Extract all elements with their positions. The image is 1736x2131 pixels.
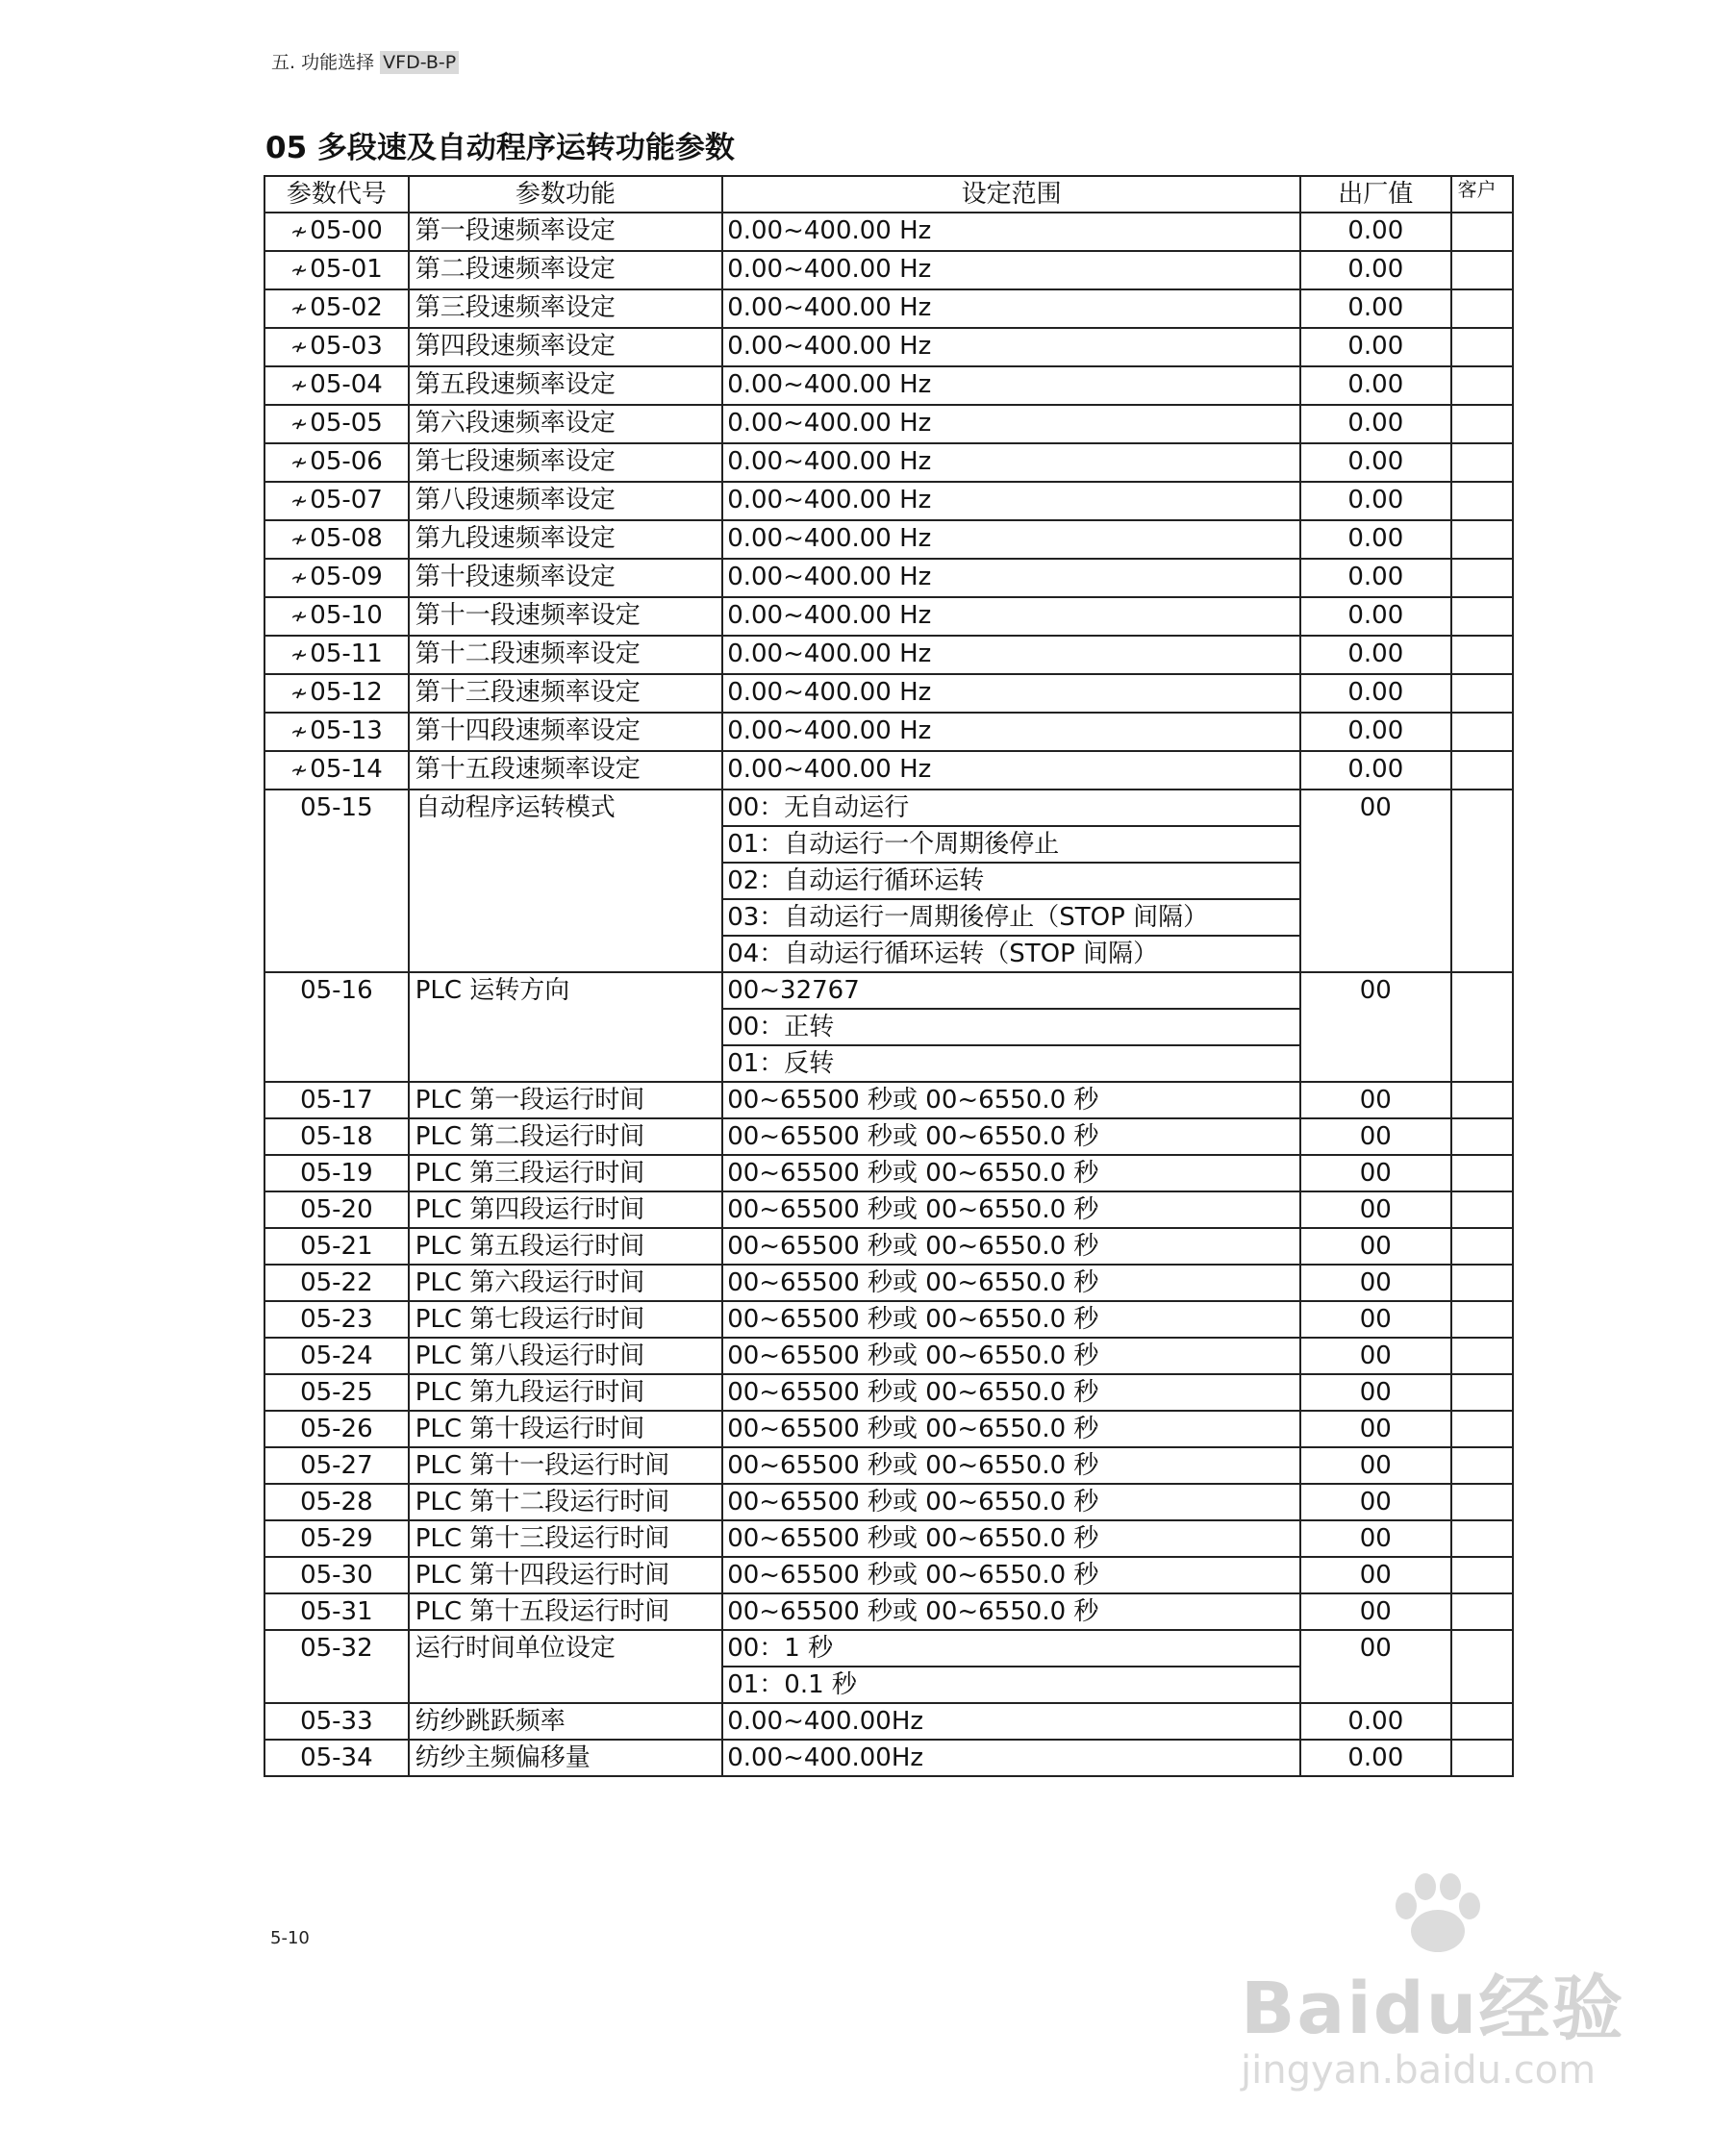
param-customer[interactable] (1451, 751, 1513, 790)
param-default: 0.00 (1300, 289, 1451, 328)
editable-while-running-icon: ≁ (289, 374, 309, 398)
param-customer[interactable] (1451, 559, 1513, 597)
param-default: 0.00 (1300, 251, 1451, 289)
param-range: 00~65500 秒或 00~6550.0 秒 (722, 1374, 1300, 1411)
editable-while-running-icon: ≁ (289, 566, 309, 590)
param-function: PLC 第十三段运行时间 (409, 1520, 723, 1557)
param-range: 00~65500 秒或 00~6550.0 秒 (722, 1301, 1300, 1338)
param-default: 00 (1300, 1630, 1451, 1703)
param-function: 第一段速频率设定 (409, 213, 723, 251)
param-default: 0.00 (1300, 405, 1451, 443)
param-customer[interactable] (1451, 972, 1513, 1082)
table-row (264, 1411, 1513, 1447)
param-code: 05-28 (300, 1488, 373, 1517)
param-code: 05-11 (310, 639, 383, 668)
param-default: 00 (1300, 1155, 1451, 1191)
param-code: 05-12 (310, 678, 383, 707)
param-code: 05-31 (300, 1597, 373, 1626)
table-row (264, 1155, 1513, 1191)
param-code: 05-07 (310, 486, 383, 514)
param-code-cell (264, 251, 409, 289)
param-code-cell (264, 405, 409, 443)
param-range-options (722, 1630, 1300, 1703)
param-code-cell (264, 520, 409, 559)
table-row (264, 1082, 1513, 1118)
param-function: PLC 第四段运行时间 (409, 1191, 723, 1228)
table-row (264, 213, 1513, 251)
param-customer[interactable] (1451, 443, 1513, 482)
param-default: 00 (1300, 1338, 1451, 1374)
param-code: 05-26 (300, 1415, 373, 1443)
param-function: 第二段速频率设定 (409, 251, 723, 289)
param-default: 0.00 (1300, 597, 1451, 636)
param-function: 自动程序运转模式 (409, 790, 723, 972)
param-customer[interactable] (1451, 213, 1513, 251)
param-code: 05-23 (300, 1305, 373, 1334)
editable-while-running-icon: ≁ (289, 220, 309, 244)
table-row (264, 251, 1513, 289)
param-function: PLC 第二段运行时间 (409, 1118, 723, 1155)
param-function: 第十段速频率设定 (409, 559, 723, 597)
param-code-cell (264, 1301, 409, 1338)
param-default: 00 (1300, 1265, 1451, 1301)
page-title: 05 多段速及自动程序运转功能参数 (265, 131, 735, 165)
param-range: 00~65500 秒或 00~6550.0 秒 (722, 1228, 1300, 1265)
range-option: 01：0.1 秒 (727, 1670, 857, 1699)
param-code-cell (264, 713, 409, 751)
param-code-cell (264, 213, 409, 251)
range-option: 02：自动运行循环运转 (723, 864, 1299, 900)
param-default: 00 (1300, 1520, 1451, 1557)
param-function: 第八段速频率设定 (409, 482, 723, 520)
param-range: 0.00~400.00 Hz (722, 597, 1300, 636)
param-code-cell (264, 674, 409, 713)
header-range: 设定范围 (722, 176, 1300, 213)
param-code-cell (264, 1740, 409, 1776)
param-code-cell (264, 1338, 409, 1374)
param-customer[interactable] (1451, 1740, 1513, 1776)
param-code-cell (264, 559, 409, 597)
param-default: 0.00 (1300, 520, 1451, 559)
table-row (264, 1484, 1513, 1520)
watermark (1241, 1904, 1664, 2096)
table-row (264, 972, 1513, 1082)
header-section: 五. 功能选择 (271, 52, 375, 73)
param-default: 00 (1300, 1191, 1451, 1228)
range-option: 01：自动运行一个周期後停止 (723, 827, 1299, 864)
param-customer[interactable] (1451, 1484, 1513, 1520)
param-default: 00 (1300, 1447, 1451, 1484)
param-range: 00~65500 秒或 00~6550.0 秒 (722, 1338, 1300, 1374)
param-default: 0.00 (1300, 443, 1451, 482)
table-row (264, 1301, 1513, 1338)
editable-while-running-icon: ≁ (289, 451, 309, 475)
param-code: 05-10 (310, 601, 383, 630)
param-function: 第十一段速频率设定 (409, 597, 723, 636)
page-header (271, 48, 459, 74)
param-function: PLC 第一段运行时间 (409, 1082, 723, 1118)
param-code: 05-06 (310, 447, 383, 476)
param-default: 00 (1300, 1593, 1451, 1630)
range-option: 00：1 秒 (723, 1631, 1299, 1667)
param-customer[interactable] (1451, 251, 1513, 289)
table-row (264, 713, 1513, 751)
param-range: 0.00~400.00 Hz (722, 443, 1300, 482)
param-code: 05-01 (310, 255, 383, 284)
editable-while-running-icon: ≁ (289, 528, 309, 552)
param-default: 00 (1300, 1484, 1451, 1520)
param-range-options (722, 972, 1300, 1082)
paw-logo-icon (1385, 1866, 1491, 1962)
table-row (264, 1228, 1513, 1265)
param-customer[interactable] (1451, 1118, 1513, 1155)
param-code-cell (264, 751, 409, 790)
param-customer[interactable] (1451, 1082, 1513, 1118)
param-function: 纺纱跳跃频率 (409, 1703, 723, 1740)
param-function: PLC 第十五段运行时间 (409, 1593, 723, 1630)
param-customer[interactable] (1451, 482, 1513, 520)
param-range: 0.00~400.00 Hz (722, 482, 1300, 520)
table-row (264, 482, 1513, 520)
param-default: 00 (1300, 1374, 1451, 1411)
param-range: 00~65500 秒或 00~6550.0 秒 (722, 1593, 1300, 1630)
param-default: 0.00 (1300, 213, 1451, 251)
param-function: 纺纱主频偏移量 (409, 1740, 723, 1776)
param-code: 05-09 (310, 563, 383, 591)
param-customer[interactable] (1451, 790, 1513, 972)
param-code-cell (264, 1703, 409, 1740)
param-customer[interactable] (1451, 405, 1513, 443)
table-row (264, 289, 1513, 328)
param-range: 00~65500 秒或 00~6550.0 秒 (722, 1155, 1300, 1191)
param-range: 0.00~400.00 Hz (722, 713, 1300, 751)
param-function: 第四段速频率设定 (409, 328, 723, 366)
param-function: PLC 第三段运行时间 (409, 1155, 723, 1191)
param-customer[interactable] (1451, 1301, 1513, 1338)
param-range: 00~65500 秒或 00~6550.0 秒 (722, 1447, 1300, 1484)
param-code: 05-04 (310, 370, 383, 399)
param-code: 05-13 (310, 716, 383, 745)
table-row (264, 790, 1513, 972)
param-range: 00~65500 秒或 00~6550.0 秒 (722, 1520, 1300, 1557)
table-row (264, 405, 1513, 443)
param-range: 0.00~400.00Hz (722, 1740, 1300, 1776)
table-row (264, 1740, 1513, 1776)
param-range: 00~65500 秒或 00~6550.0 秒 (722, 1265, 1300, 1301)
table-row (264, 674, 1513, 713)
header-function: 参数功能 (409, 176, 723, 213)
param-range: 0.00~400.00 Hz (722, 405, 1300, 443)
param-function: PLC 第六段运行时间 (409, 1265, 723, 1301)
range-option: 00：正转 (723, 1010, 1299, 1046)
param-code: 05-00 (310, 216, 383, 245)
param-customer[interactable] (1451, 597, 1513, 636)
range-option: 00~32767 (723, 973, 1299, 1010)
param-customer[interactable] (1451, 328, 1513, 366)
param-code-cell (264, 1520, 409, 1557)
editable-while-running-icon: ≁ (289, 336, 309, 360)
table-row (264, 1374, 1513, 1411)
header-code: 参数代号 (264, 176, 409, 213)
param-customer[interactable] (1451, 1703, 1513, 1740)
parameter-table (264, 175, 1514, 1777)
param-range: 0.00~400.00 Hz (722, 674, 1300, 713)
param-range: 0.00~400.00 Hz (722, 636, 1300, 674)
param-function: PLC 第十二段运行时间 (409, 1484, 723, 1520)
range-option: 01：反转 (727, 1049, 835, 1078)
param-function: PLC 第十一段运行时间 (409, 1447, 723, 1484)
param-code-cell (264, 1265, 409, 1301)
param-code-cell (264, 328, 409, 366)
page-number: 5-10 (270, 1928, 310, 1948)
param-customer[interactable] (1451, 636, 1513, 674)
table-row (264, 328, 1513, 366)
param-code: 05-33 (300, 1707, 373, 1736)
table-row (264, 1557, 1513, 1593)
param-function: PLC 第十段运行时间 (409, 1411, 723, 1447)
table-row (264, 1703, 1513, 1740)
param-customer[interactable] (1451, 1228, 1513, 1265)
editable-while-running-icon: ≁ (289, 720, 309, 744)
table-row (264, 1630, 1513, 1703)
param-customer[interactable] (1451, 1191, 1513, 1228)
param-range: 00~65500 秒或 00~6550.0 秒 (722, 1082, 1300, 1118)
param-default: 00 (1300, 972, 1451, 1082)
param-default: 0.00 (1300, 328, 1451, 366)
param-code: 05-24 (300, 1341, 373, 1370)
param-code: 05-25 (300, 1378, 373, 1407)
param-range: 00~65500 秒或 00~6550.0 秒 (722, 1557, 1300, 1593)
param-customer[interactable] (1451, 1411, 1513, 1447)
range-option: 00：无自动运行 (723, 790, 1299, 827)
table-row (264, 1191, 1513, 1228)
param-customer[interactable] (1451, 1265, 1513, 1301)
param-function: PLC 第八段运行时间 (409, 1338, 723, 1374)
param-range: 00~65500 秒或 00~6550.0 秒 (722, 1484, 1300, 1520)
param-code-cell (264, 443, 409, 482)
param-customer[interactable] (1451, 1520, 1513, 1557)
param-default: 00 (1300, 1228, 1451, 1265)
param-default: 0.00 (1300, 636, 1451, 674)
param-customer[interactable] (1451, 366, 1513, 405)
table-row (264, 443, 1513, 482)
param-function: PLC 运转方向 (409, 972, 723, 1082)
param-code-cell (264, 1228, 409, 1265)
param-default: 00 (1300, 790, 1451, 972)
param-customer[interactable] (1451, 713, 1513, 751)
header-model: VFD-B-P (380, 51, 459, 74)
param-default: 0.00 (1300, 559, 1451, 597)
param-code: 05-19 (300, 1159, 373, 1188)
param-range: 00~65500 秒或 00~6550.0 秒 (722, 1411, 1300, 1447)
param-code: 05-16 (264, 972, 409, 1082)
param-range: 00~65500 秒或 00~6550.0 秒 (722, 1118, 1300, 1155)
param-code: 05-17 (300, 1086, 373, 1115)
param-code-cell (264, 1557, 409, 1593)
param-customer[interactable] (1451, 1155, 1513, 1191)
param-code: 05-02 (310, 293, 383, 322)
param-code-cell (264, 366, 409, 405)
editable-while-running-icon: ≁ (289, 259, 309, 283)
param-function: 第十二段速频率设定 (409, 636, 723, 674)
param-function: PLC 第七段运行时间 (409, 1301, 723, 1338)
param-default: 0.00 (1300, 1740, 1451, 1776)
param-code: 05-27 (300, 1451, 373, 1480)
table-row (264, 1447, 1513, 1484)
watermark-url: jingyan.baidu.com (1241, 2048, 1597, 2093)
param-range: 00~65500 秒或 00~6550.0 秒 (722, 1191, 1300, 1228)
table-row (264, 1338, 1513, 1374)
editable-while-running-icon: ≁ (289, 297, 309, 321)
table-row (264, 751, 1513, 790)
param-code: 05-29 (300, 1524, 373, 1553)
range-option: 04：自动运行循环运转（STOP 间隔） (727, 940, 1159, 968)
table-row (264, 1265, 1513, 1301)
param-default: 0.00 (1300, 482, 1451, 520)
param-function: 第十五段速频率设定 (409, 751, 723, 790)
param-code-cell (264, 1374, 409, 1411)
param-range: 0.00~400.00 Hz (722, 289, 1300, 328)
editable-while-running-icon: ≁ (289, 682, 309, 706)
param-function: 第九段速频率设定 (409, 520, 723, 559)
param-default: 00 (1300, 1082, 1451, 1118)
editable-while-running-icon: ≁ (289, 759, 309, 783)
param-range: 0.00~400.00 Hz (722, 328, 1300, 366)
param-function: 第十四段速频率设定 (409, 713, 723, 751)
param-function: PLC 第五段运行时间 (409, 1228, 723, 1265)
param-default: 00 (1300, 1301, 1451, 1338)
param-code: 05-08 (310, 524, 383, 553)
param-code-cell (264, 1155, 409, 1191)
param-default: 0.00 (1300, 674, 1451, 713)
editable-while-running-icon: ≁ (289, 413, 309, 437)
range-option: 03：自动运行一周期後停止（STOP 间隔） (723, 900, 1299, 937)
param-customer[interactable] (1451, 520, 1513, 559)
editable-while-running-icon: ≁ (289, 489, 309, 514)
param-function: 第三段速频率设定 (409, 289, 723, 328)
param-customer[interactable] (1451, 1557, 1513, 1593)
param-customer[interactable] (1451, 1447, 1513, 1484)
param-code-cell (264, 482, 409, 520)
param-code: 05-03 (310, 332, 383, 361)
param-code-cell (264, 1411, 409, 1447)
param-function: PLC 第九段运行时间 (409, 1374, 723, 1411)
table-header-row (264, 176, 1513, 213)
param-range: 0.00~400.00 Hz (722, 559, 1300, 597)
param-code: 05-15 (264, 790, 409, 972)
param-customer[interactable] (1451, 1593, 1513, 1630)
param-default: 0.00 (1300, 1703, 1451, 1740)
table-row (264, 1520, 1513, 1557)
param-code-cell (264, 1082, 409, 1118)
param-code-cell (264, 1447, 409, 1484)
param-default: 0.00 (1300, 713, 1451, 751)
table-row (264, 597, 1513, 636)
param-code: 05-22 (300, 1268, 373, 1297)
param-range: 0.00~400.00 Hz (722, 366, 1300, 405)
param-default: 0.00 (1300, 366, 1451, 405)
param-code: 05-14 (310, 755, 383, 784)
param-code: 05-32 (264, 1630, 409, 1703)
param-range: 0.00~400.00Hz (722, 1703, 1300, 1740)
param-range: 0.00~400.00 Hz (722, 520, 1300, 559)
param-code-cell (264, 597, 409, 636)
header-customer: 客户 (1451, 176, 1513, 213)
param-customer[interactable] (1451, 1374, 1513, 1411)
param-code-cell (264, 636, 409, 674)
table-row (264, 559, 1513, 597)
param-code: 05-18 (300, 1122, 373, 1151)
param-code-cell (264, 1191, 409, 1228)
param-function: 第十三段速频率设定 (409, 674, 723, 713)
param-range-options (722, 790, 1300, 972)
param-code-cell (264, 289, 409, 328)
editable-while-running-icon: ≁ (289, 643, 309, 667)
param-code: 05-30 (300, 1561, 373, 1590)
param-default: 00 (1300, 1118, 1451, 1155)
table-row (264, 1118, 1513, 1155)
param-function: 第五段速频率设定 (409, 366, 723, 405)
editable-while-running-icon: ≁ (289, 605, 309, 629)
param-range: 0.00~400.00 Hz (722, 251, 1300, 289)
param-default: 0.00 (1300, 751, 1451, 790)
param-function: 第七段速频率设定 (409, 443, 723, 482)
param-range: 0.00~400.00 Hz (722, 751, 1300, 790)
param-code: 05-34 (300, 1743, 373, 1772)
param-function: 第六段速频率设定 (409, 405, 723, 443)
param-code: 05-20 (300, 1195, 373, 1224)
param-default: 00 (1300, 1411, 1451, 1447)
param-code-cell (264, 1484, 409, 1520)
param-default: 00 (1300, 1557, 1451, 1593)
table-row (264, 1593, 1513, 1630)
param-code-cell (264, 1593, 409, 1630)
param-range: 0.00~400.00 Hz (722, 213, 1300, 251)
param-customer[interactable] (1451, 674, 1513, 713)
table-row (264, 520, 1513, 559)
param-function: 运行时间单位设定 (409, 1630, 723, 1703)
param-function: PLC 第十四段运行时间 (409, 1557, 723, 1593)
table-row (264, 636, 1513, 674)
param-code-cell (264, 1118, 409, 1155)
table-row (264, 366, 1513, 405)
param-customer[interactable] (1451, 1630, 1513, 1703)
param-code: 05-05 (310, 409, 383, 438)
param-customer[interactable] (1451, 289, 1513, 328)
header-default: 出厂值 (1300, 176, 1451, 213)
param-customer[interactable] (1451, 1338, 1513, 1374)
watermark-logo: Baidu经验 (1241, 1968, 1625, 2050)
param-code: 05-21 (300, 1232, 373, 1261)
